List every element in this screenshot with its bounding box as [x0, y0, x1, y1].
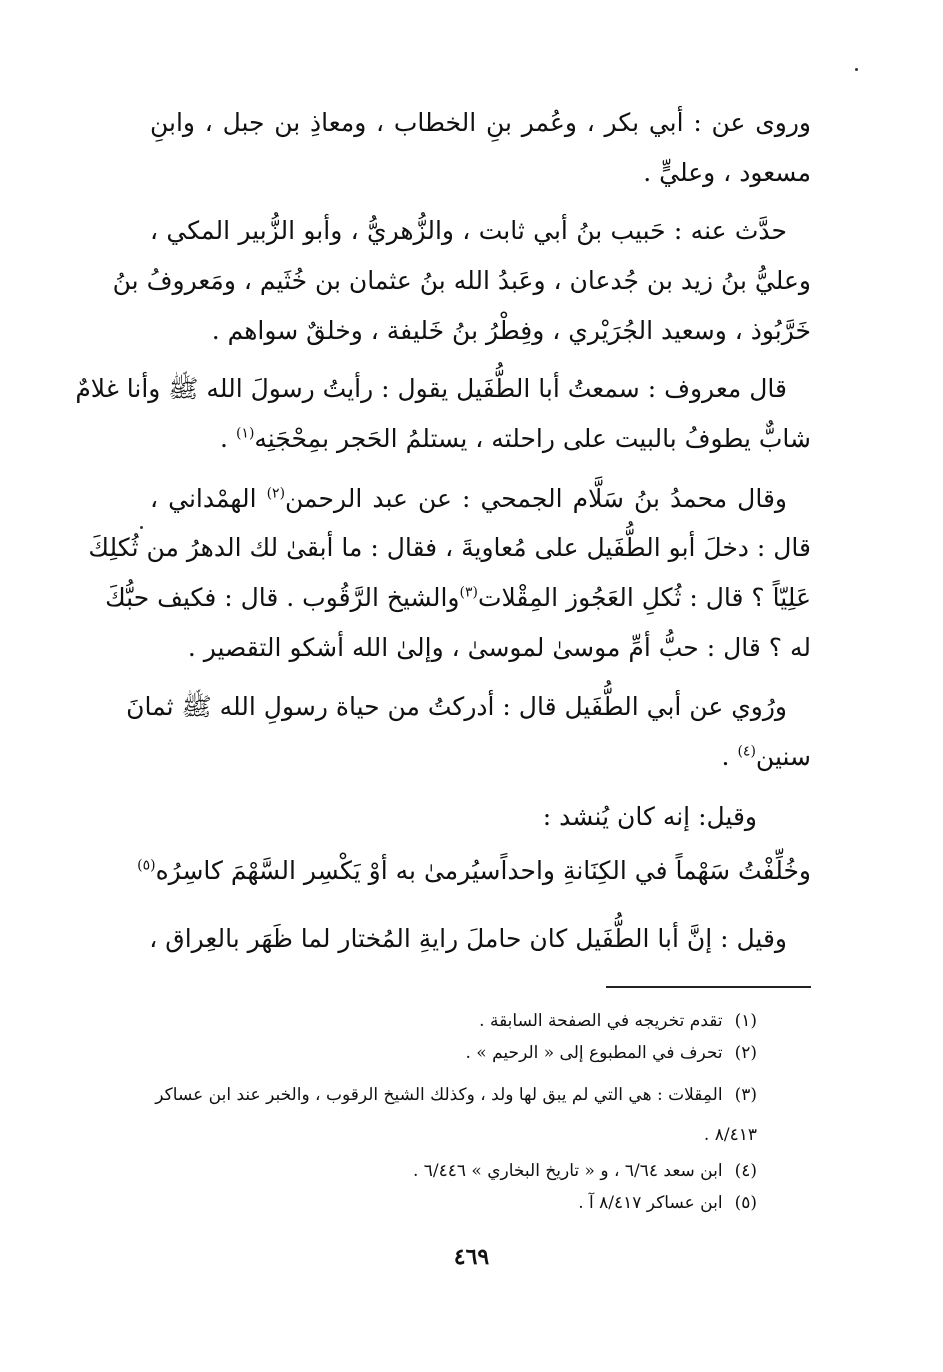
body-line: خَرَّبُوذ ، وسعيد الجُرَيْري ، وفِطْرُ بنُ خَليفة ، وخلقٌ سواهم . — [211, 316, 811, 345]
body-line: ورُوي عن أبي الطُّفَيل قال : أدركتُ من حياة رسولِ الله ﷺ ثمانَ — [126, 692, 787, 721]
speck-mark — [140, 526, 143, 529]
footnote-text: ابن عساكر ٨/٤١٧ آ . — [578, 1193, 723, 1213]
body-line: قال : دخلَ أبو الطُّفَيل على مُعاويةَ ، فقال : ما أبقىٰ لك الدهرُ من ثُكلِكَ — [88, 533, 811, 562]
body-text: . — [721, 742, 738, 771]
body-line: وقيل : إنَّ أبا الطُّفَيل كان حاملَ رايةِ المُختار لما ظَهَر بالعِراق ، — [149, 924, 787, 953]
footnote-number: (٤) — [734, 1161, 757, 1181]
footnote-continuation: ٨/٤١٣ . — [703, 1125, 757, 1145]
footnote — [132, 1192, 757, 1214]
footnote-ref: (٥) — [137, 857, 156, 874]
footnote — [132, 1160, 757, 1182]
body-line: وقيل: إنه كان يُنشد : — [542, 802, 757, 831]
body-text: الهمْداني ، — [150, 484, 267, 513]
body-text: سنين — [755, 742, 811, 771]
body-line: مسعود ، وعليٍّ . — [643, 158, 811, 187]
footnote-text: تقدم تخريجه في الصفحة السابقة . — [479, 1011, 723, 1031]
body-line: وعليُّ بنُ زيد بن جُدعان ، وعَبدُ الله بنُ عثمان بن خُثَيم ، ومَعروفُ بنُ — [112, 266, 811, 295]
verse-first-hemistich: وخُلِّفْتُ سَهْماً في الكِنَانةِ واحداً — [500, 856, 811, 885]
body-line: قال معروف : سمعتُ أبا الطُّفَيل يقول : رأيتُ رسولَ الله ﷺ وأنا غلامٌ — [75, 374, 787, 403]
body-line — [105, 583, 811, 613]
body-line: له ؟ قال : حبُّ أمِّ موسىٰ لموسىٰ ، وإلىٰ الله أشكو التقصير . — [187, 633, 811, 662]
body-text: والشيخ الرَّقُوب . قال : فكيف حبُّكَ — [105, 583, 460, 612]
speck-mark — [855, 68, 858, 71]
footnote-text: المِقلات : هي التي لم يبق لها ولد ، وكذلك الشيخ الرقوب ، والخبر عند ابن عساكر — [155, 1085, 723, 1105]
footnote-text: ابن سعد ٦/٦٤ ، و « تاريخ البخاري » ٦/٤٤٦ . — [412, 1161, 723, 1181]
body-line — [150, 424, 811, 454]
footnote-number: (١) — [734, 1011, 757, 1031]
poetry-verse — [137, 856, 811, 886]
verse-second-hemistich: سيُرمىٰ به أوْ يَكْسِر السَّهْمَ كاسِرُه$^{(٥)}$ — [137, 856, 501, 885]
footnote-number: (٢) — [734, 1043, 757, 1063]
footnote — [132, 1010, 757, 1032]
footnote — [132, 1084, 757, 1106]
footnote-number: (٥) — [734, 1193, 757, 1213]
footnote-ref: (١) — [235, 425, 255, 442]
page-number: ٤٦٩ — [453, 1244, 490, 1270]
footnote — [132, 1042, 757, 1064]
footnote-ref: (٢) — [266, 485, 286, 502]
body-text: . — [220, 424, 236, 453]
body-line — [150, 742, 811, 772]
footnote-ref: (٣) — [459, 584, 478, 601]
body-text: وقال محمدُ بنُ سَلَّام الجمحي : عن عبد الرحمن — [285, 484, 787, 513]
footnote-text: تحرف في المطبوع إلى « الرحيم » . — [465, 1043, 723, 1063]
body-text: شابٌّ يطوفُ بالبيت على راحلته ، يستلمُ الحَجر بمِحْجَنِه — [254, 424, 811, 453]
body-line: حدَّث عنه : حَبيب بنُ أبي ثابت ، والزُّهريُّ ، وأبو الزُّبير المكي ، — [150, 216, 787, 245]
footnote-ref: (٤) — [737, 743, 756, 760]
body-text: عَلِيّاً ؟ قال : ثُكلِ العَجُوز المِقْلات — [477, 583, 811, 612]
body-line — [150, 484, 787, 514]
body-line: وروى عن : أبي بكر ، وعُمر بنِ الخطاب ، ومعاذِ بن جبل ، وابنِ — [150, 108, 811, 137]
footnote-number: (٣) — [734, 1085, 757, 1105]
footnote-separator — [606, 986, 811, 988]
